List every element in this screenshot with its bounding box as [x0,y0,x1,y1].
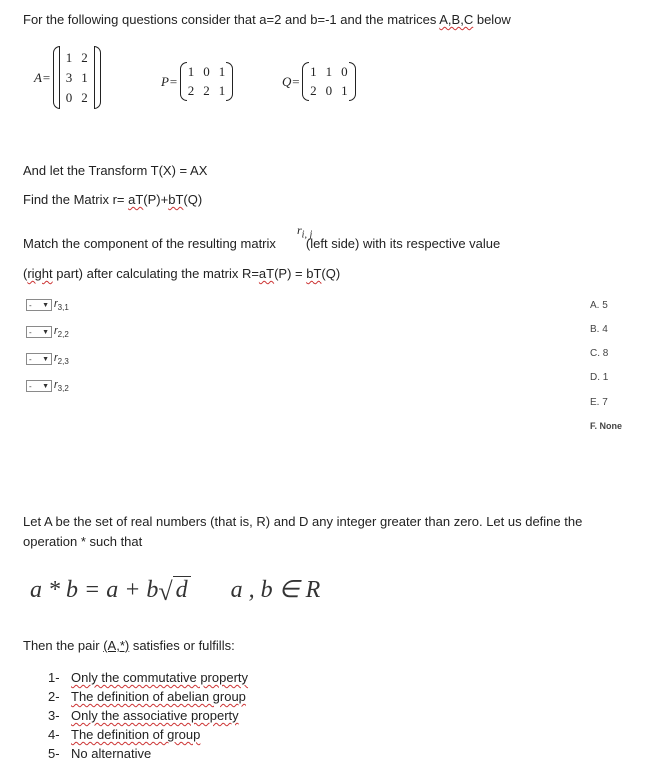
matrix-p-cell: 2 [203,83,210,98]
part2-line-2: operation * such that [23,534,143,549]
matrix-q-cell: 0 [341,64,348,79]
chevron-down-icon: ▼ [42,329,49,336]
matrix-p-cell: 1 [218,83,226,98]
matrix-q-cell: 2 [310,83,317,98]
matrix-a-cell: 2 [81,90,88,105]
alternative-5: 5- No alternative [48,746,152,761]
matrix-p: P= 1 0 1 2 2 1 [161,62,233,101]
matrix-a-cell: 3 [65,70,73,85]
matrix-p-cell: 2 [187,83,195,98]
select-r31[interactable]: - ▼ [26,299,52,311]
transform-text: And let the Transform T(X) = AX [23,163,208,178]
option-d: D. 1 [590,372,609,383]
match-line-1: Match the component of the resulting matrix (left side) with its respective value [23,236,501,251]
matrix-a: A= 1 2 3 1 0 2 [34,46,101,109]
matrix-a-cell: 2 [81,50,88,65]
option-e: E. 7 [590,397,608,408]
alternative-3: 3- Only the associative property [48,708,239,723]
component-r22: $r_{2,2}$ [54,325,69,340]
sqrt-icon: √ [158,577,173,606]
matrix-q: Q= 1 1 0 2 0 1 [282,62,356,101]
operation-equation: a * b = a + b√ d a , b ∈ R [30,577,321,606]
intro-text: For the following questions consider that a=2 and b=-1 and the matrices A,B,C below [23,12,511,27]
component-r31: $r_{3,1}$ [54,298,69,313]
chevron-down-icon: ▼ [42,356,49,363]
matrix-q-cell: 1 [310,64,317,79]
component-r23: $r_{2,3}$ [54,352,69,367]
alternatives-list [48,668,248,763]
part2-line-1: Let A be the set of real numbers (that is, R) and D any integer greater than zero. Let us define the [23,514,583,529]
alternative-2: 2- The definition of abelian group [48,689,246,704]
option-a: A. 5 [590,300,608,311]
matrix-p-cell: 0 [203,64,210,79]
option-b: B. 4 [590,324,608,335]
rij-notation: $r_{i, j}$ [297,223,313,241]
alternative-4: 4- The definition of group [48,727,201,742]
select-r22[interactable]: - ▼ [26,326,52,338]
matrix-p-cell: 1 [218,64,226,79]
select-r23[interactable]: - ▼ [26,353,52,365]
matrix-a-cell: 1 [65,50,73,65]
matrix-q-cell: 1 [325,64,333,79]
then-text: Then the pair (A,*) satisfies or fulfills: [23,638,235,653]
option-c: C. 8 [590,348,609,359]
chevron-down-icon: ▼ [42,383,49,390]
matrix-a-cell: 1 [81,70,88,85]
matrix-a-cell: 0 [65,90,73,105]
option-f: F. None [590,421,623,431]
matrix-p-cell: 1 [187,64,195,79]
match-line-2: (right part) after calculating the matrix R=aT(P) = bT(Q) [23,266,341,281]
alternative-1: 1- Only the commutative property [48,670,249,685]
matrix-q-cell: 0 [325,83,333,98]
component-r32: $r_{3,2}$ [54,379,69,394]
chevron-down-icon: ▼ [42,302,49,309]
matrix-q-cell: 1 [341,83,348,98]
select-r32[interactable]: - ▼ [26,380,52,392]
find-text: Find the Matrix r= aT(P)+bT(Q) [23,192,203,207]
